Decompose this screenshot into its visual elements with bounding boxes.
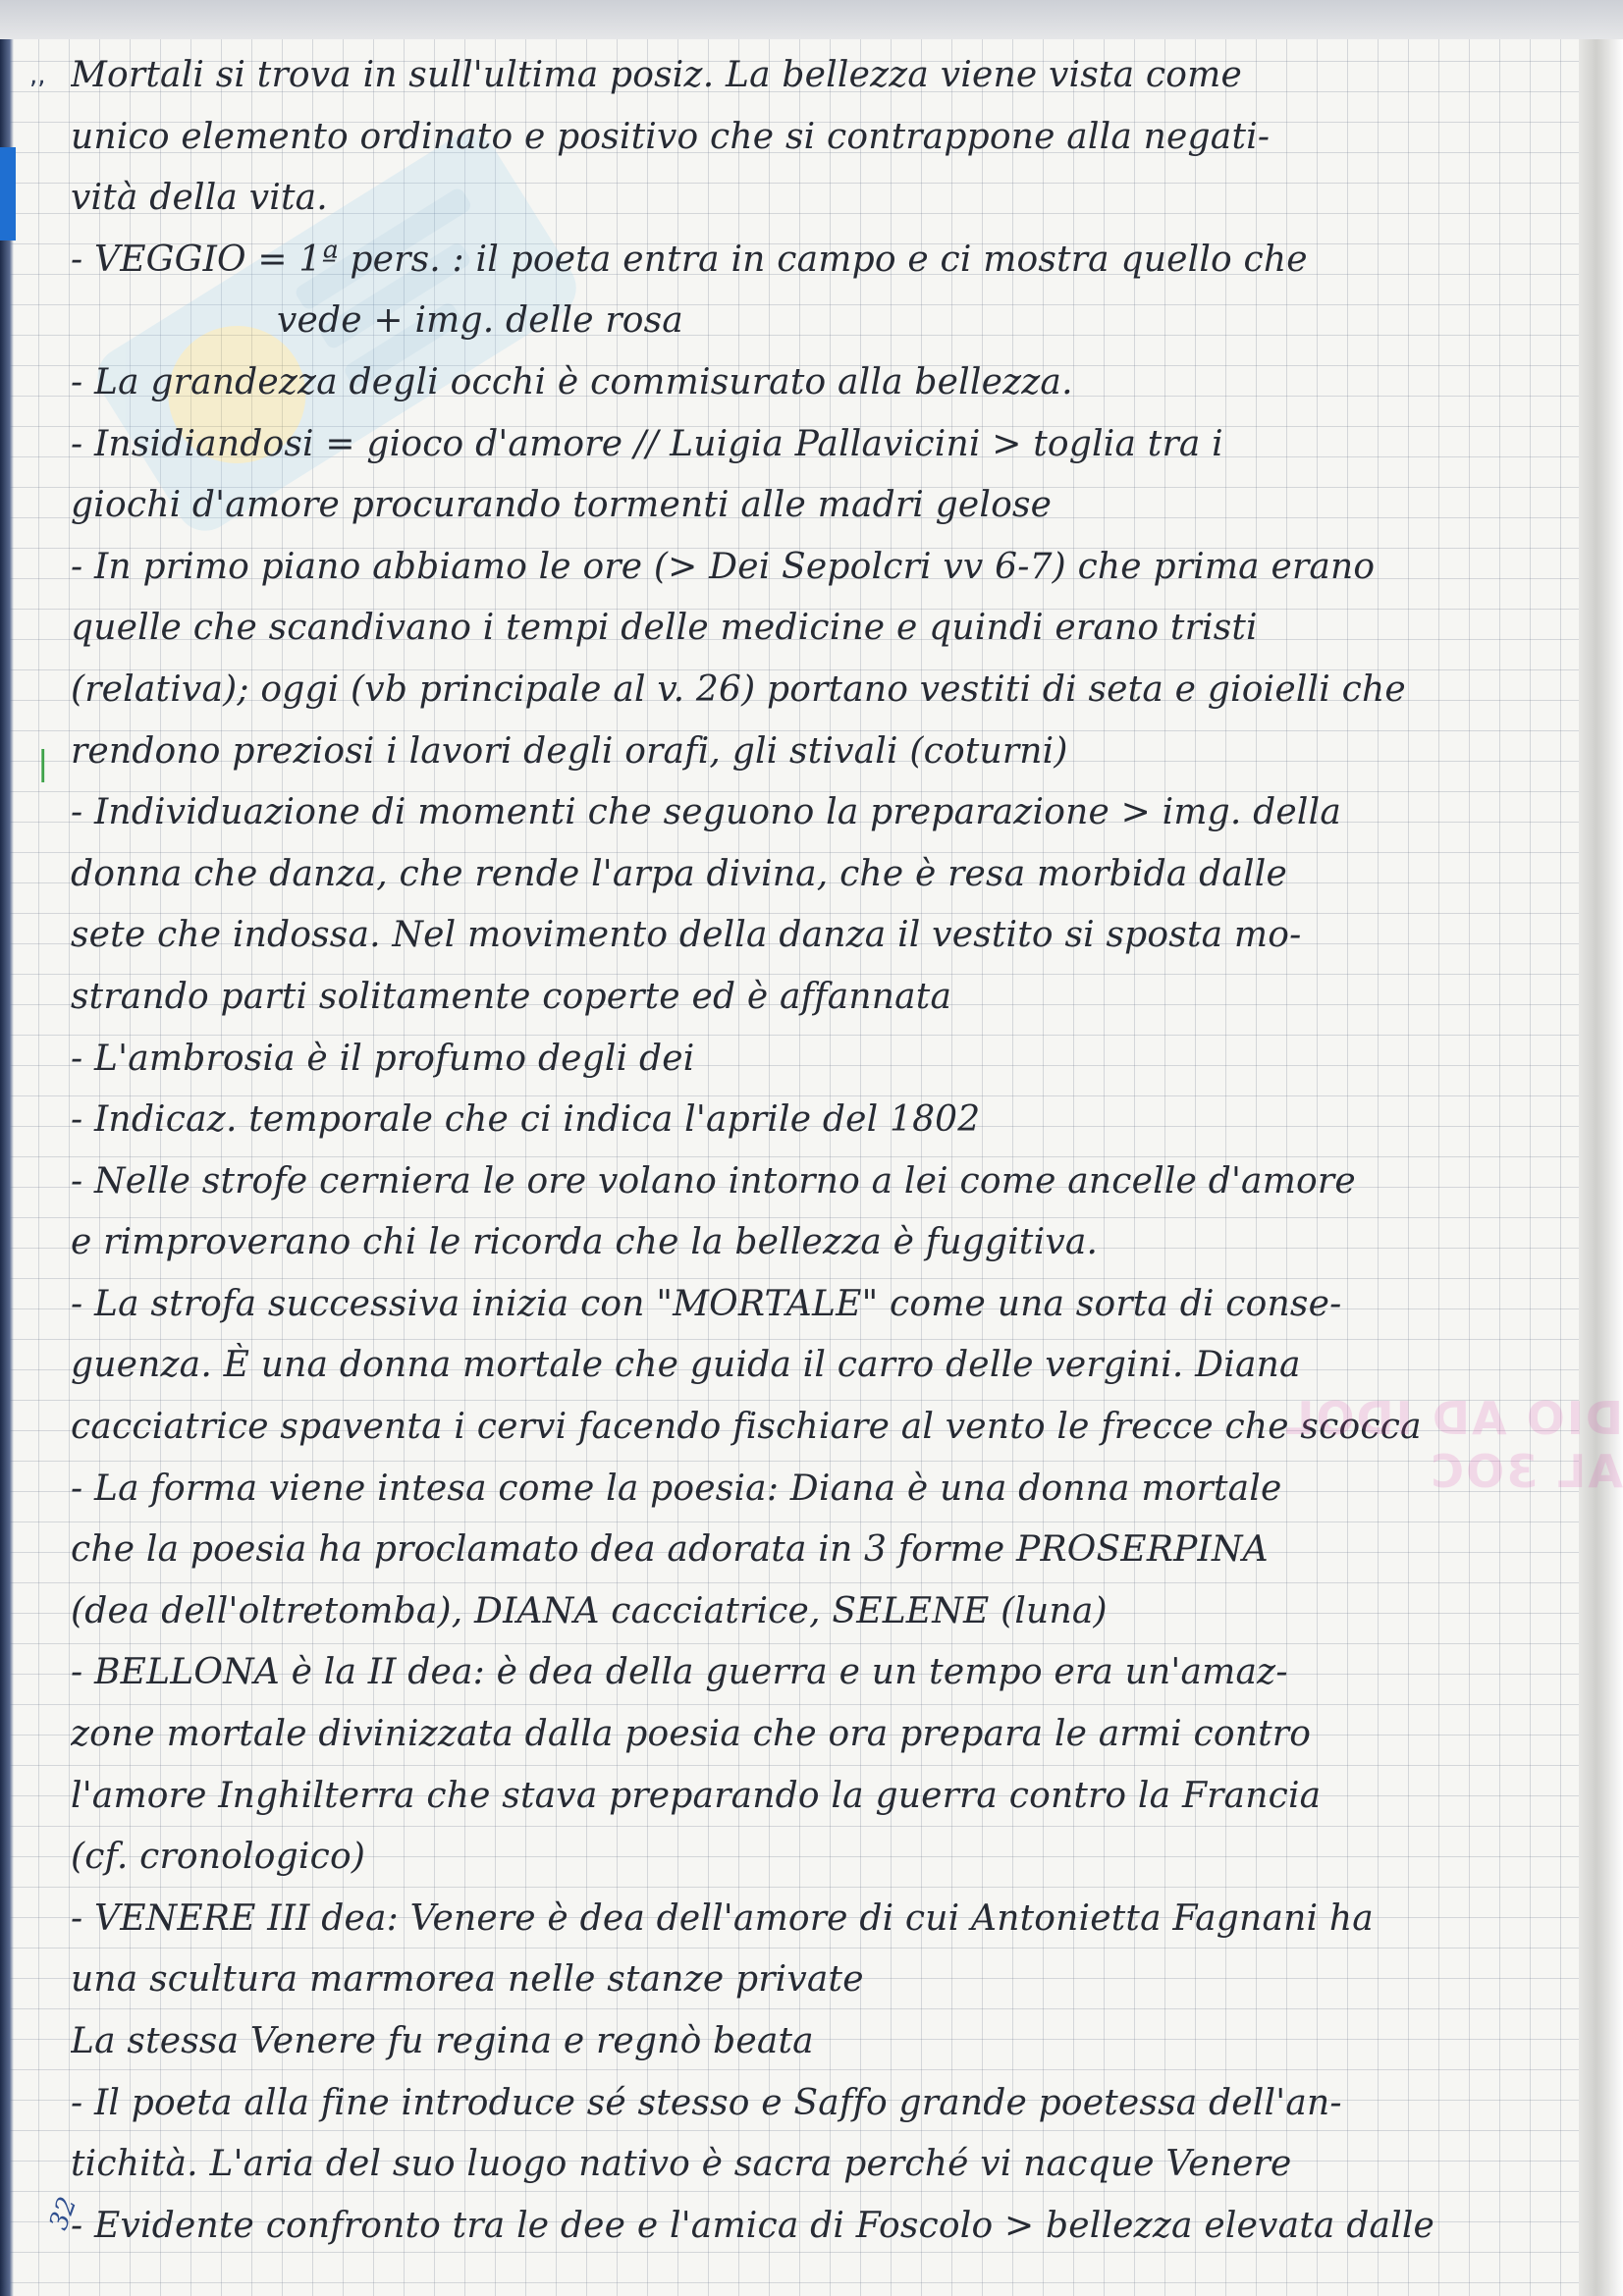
note-line: - Evidente confronto tra le dee e l'amica di Foscolo > bellezza elevata dalle <box>71 2205 1435 2246</box>
note-line: sete che indossa. Nel movimento della danza il vestito si sposta mo- <box>71 915 1302 956</box>
note-line: unico elemento ordinato e positivo che si contrappone alla negati- <box>71 116 1271 157</box>
note-line: giochi d'amore procurando tormenti alle madri gelose <box>71 485 1053 526</box>
note-line: - VENERE III dea: Venere è dea dell'amore di cui Antonietta Fagnani ha <box>71 1897 1374 1939</box>
note-line: guenza. È una donna mortale che guida il carro delle vergini. Diana <box>71 1345 1301 1386</box>
page-number: 32 <box>43 2193 83 2234</box>
handwritten-notes <box>71 45 1583 2257</box>
note-line: - La grandezza degli occhi è commisurato alla bellezza. <box>71 361 1073 402</box>
note-line: cacciatrice spaventa i cervi facendo fischiare al vento le frecce che scocca <box>71 1407 1422 1448</box>
note-line: - Indicaz. temporale che ci indica l'aprile del 1802 <box>71 1099 981 1141</box>
scan-top-border <box>0 0 1623 39</box>
note-line: Mortali si trova in sull'ultima posiz. La bellezza viene vista come <box>71 55 1242 95</box>
note-line: e rimproverano chi le ricorda che la bellezza è fuggitiva. <box>71 1222 1099 1263</box>
note-line: donna che danza, che rende l'arpa divina, che è resa morbida dalle <box>71 853 1287 894</box>
note-line: che la poesia ha proclamato dea adorata in 3 forme PROSERPINA <box>71 1529 1269 1571</box>
note-line: (relativa); oggi (vb principale al v. 26) portano vestiti di seta e gioielli che <box>71 668 1406 710</box>
page-tab-marker <box>0 147 16 240</box>
note-line: - L'ambrosia è il profumo degli dei <box>71 1038 695 1079</box>
note-line: vità della vita. <box>71 178 328 219</box>
note-line: - Nelle strofe cerniera le ore volano intorno a lei come ancelle d'amore <box>71 1160 1356 1201</box>
note-line: - Individuazione di momenti che seguono la preparazione > img. della <box>71 792 1342 833</box>
note-line: una scultura marmorea nelle stanze private <box>71 1959 864 2001</box>
bleed-through-text: DIO AD IDOL AL 3OC <box>1283 1392 1623 1498</box>
note-line: - Insidiandosi = gioco d'amore // Luigia Pallavicini > toglia tra i <box>71 423 1223 464</box>
note-line: - VEGGIO = 1ª pers. : il poeta entra in campo e ci mostra quello che <box>71 239 1308 280</box>
note-line: (dea dell'oltretomba), DIANA cacciatrice, SELENE (luna) <box>71 1590 1108 1631</box>
note-line: - La strofa successiva inizia con "MORTALE" come una sorta di conse- <box>71 1283 1342 1324</box>
margin-highlight-mark: | <box>37 744 49 783</box>
notebook-binding <box>0 39 14 2296</box>
note-line: strando parti solitamente coperte ed è affannata <box>71 976 952 1017</box>
note-line: quelle che scandivano i tempi delle medicine e quindi erano tristi <box>71 608 1258 649</box>
note-line: vede + img. delle rosa <box>277 300 683 342</box>
note-line: tichità. L'aria del suo luogo nativo è sacra perché vi nacque Venere <box>71 2144 1292 2185</box>
note-line: - Il poeta alla fine introduce sé stesso e Saffo grande poetessa dell'an- <box>71 2082 1342 2123</box>
note-line: (cf. cronologico) <box>71 1837 366 1878</box>
note-line: zone mortale divinizzata dalla poesia che ora prepara le armi contro <box>71 1714 1312 1755</box>
note-line: La stessa Venere fu regina e regnò beata <box>71 2021 814 2061</box>
margin-mark: ,, <box>29 61 46 90</box>
note-line: l'amore Inghilterra che stava preparando la guerra contro la Francia <box>71 1775 1322 1816</box>
page-stack-edge <box>1579 39 1623 2296</box>
note-line: - In primo piano abbiamo le ore (> Dei Sepolcri vv 6-7) che prima erano <box>71 546 1376 587</box>
note-line: - BELLONA è la II dea: è dea della guerra e un tempo era un'amaz- <box>71 1652 1288 1693</box>
note-line: - La forma viene intesa come la poesia: Diana è una donna mortale <box>71 1468 1282 1509</box>
note-line: rendono preziosi i lavori degli orafi, gli stivali (coturni) <box>71 730 1068 772</box>
